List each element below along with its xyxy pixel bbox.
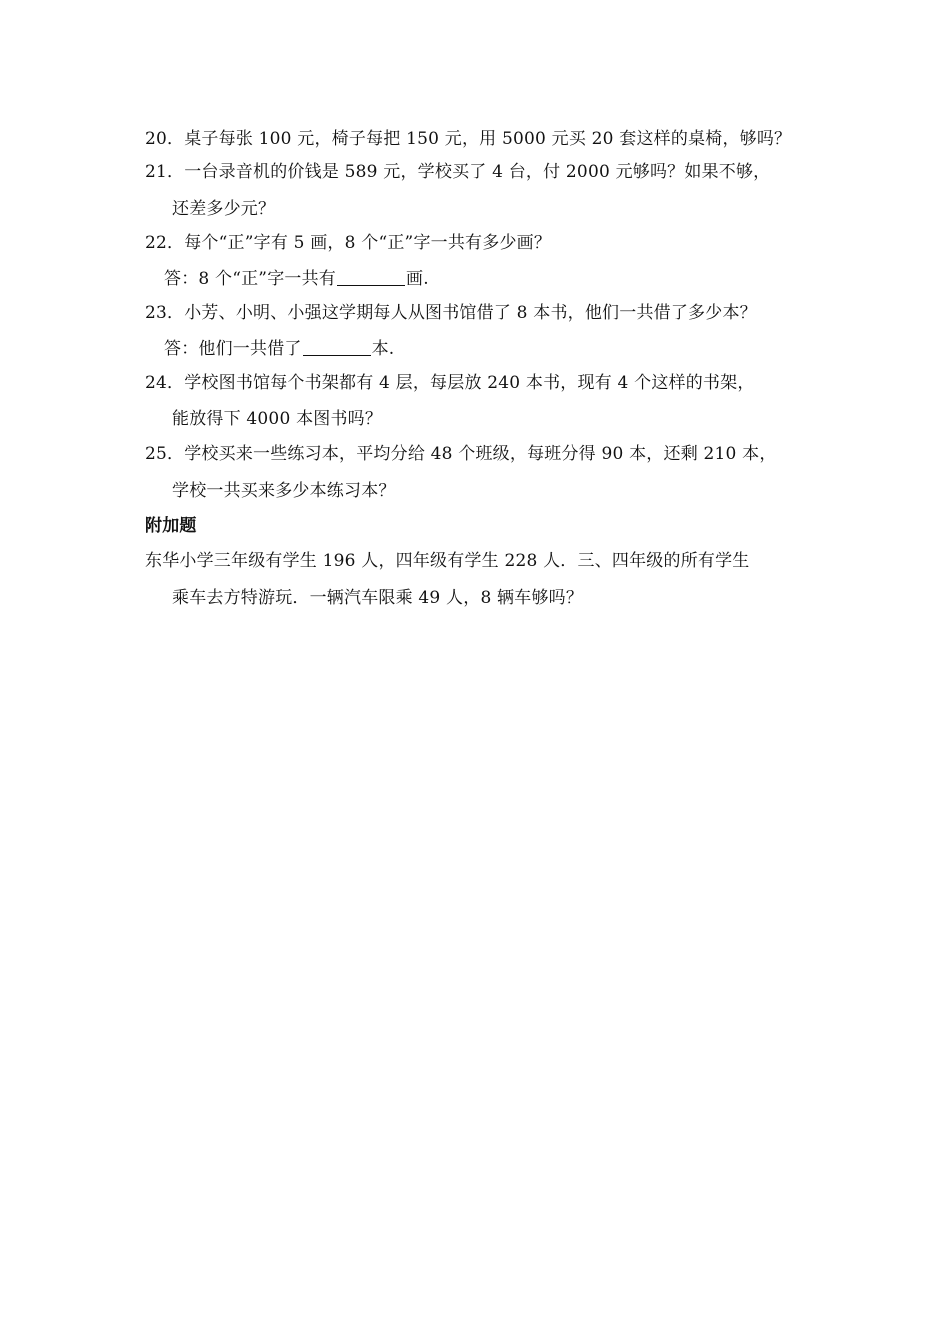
question-22: 22．每个“正”字有 5 画，8 个“正”字一共有多少画？ [145, 233, 552, 253]
answer-suffix: 画. [406, 269, 429, 289]
bonus-section-title: 附加题 [145, 516, 197, 536]
bonus-question-line-1: 东华小学三年级有学生 196 人，四年级有学生 228 人．三、四年级的所有学生 [145, 551, 750, 571]
question-22-answer [164, 268, 429, 290]
question-23-answer [164, 338, 394, 360]
answer-prefix: 答：他们一共借了 [164, 339, 302, 359]
bonus-question-line-2: 乘车去方特游玩．一辆汽车限乘 49 人，8 辆车够吗？ [172, 588, 584, 608]
question-24-line-2: 能放得下 4000 本图书吗？ [172, 409, 383, 429]
question-20: 20．桌子每张 100 元，椅子每把 150 元，用 5000 元买 20 套这样的桌椅，够吗？ [145, 129, 792, 149]
answer-prefix: 答：8 个“正”字一共有 [164, 269, 337, 289]
answer-suffix: 本. [371, 339, 395, 359]
question-21-line-1: 21．一台录音机的价钱是 589 元，学校买了 4 台，付 2000 元够吗？如果不够， [145, 162, 771, 182]
question-25-line-2: 学校一共买来多少本练习本？ [172, 481, 396, 501]
question-24-line-1: 24．学校图书馆每个书架都有 4 层，每层放 240 本书，现有 4 个这样的书架， [145, 373, 755, 393]
answer-blank[interactable] [303, 339, 371, 356]
question-25-line-1: 25．学校买来一些练习本，平均分给 48 个班级，每班分得 90 本，还剩 210 本， [145, 444, 777, 464]
answer-blank[interactable] [337, 269, 405, 286]
question-21-line-2: 还差多少元？ [172, 199, 276, 219]
question-23: 23．小芳、小明、小强这学期每人从图书馆借了 8 本书，他们一共借了多少本？ [145, 303, 757, 323]
